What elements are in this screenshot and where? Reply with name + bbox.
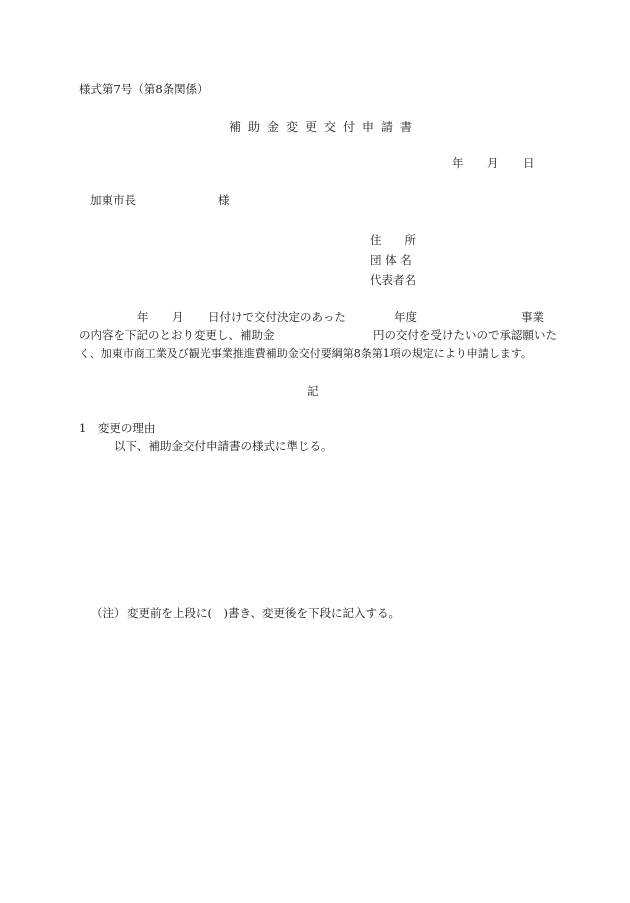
applicant-group-label: 団 体 名 <box>370 253 412 267</box>
body-project: 事業 <box>521 310 544 324</box>
body-line2-part2: 円の交付を受けたいので承認願いた <box>373 328 557 342</box>
date-day-label: 日 <box>523 156 535 170</box>
body-decision-text: 日付けで交付決定のあった <box>208 310 346 324</box>
body-month: 月 <box>172 310 184 324</box>
note-label: （注） <box>91 606 126 620</box>
applicant-address-label: 住 所 <box>370 233 416 247</box>
body-fiscal-year: 年度 <box>394 310 417 324</box>
addressee-name: 加東市長 <box>90 193 136 207</box>
document-title: 補助金変更交付申請書 <box>229 120 420 134</box>
section1-content: 以下、補助金交付申請書の様式に準じる。 <box>114 439 333 453</box>
body-line3: く、加東市商工業及び観光事業推進費補助金交付要綱第8条第1項の規定により申請します。 <box>79 347 532 360</box>
body-year: 年 <box>137 310 149 324</box>
date-month-label: 月 <box>487 156 499 170</box>
addressee-honorific: 様 <box>218 193 230 207</box>
ki-heading: 記 <box>307 384 319 398</box>
date-year-label: 年 <box>452 156 464 170</box>
body-line2-part1: の内容を下記のとおり変更し、補助金 <box>79 328 275 342</box>
applicant-representative-label: 代表者名 <box>370 273 416 287</box>
note-text: 変更前を上段に( )書き、変更後を下段に記入する。 <box>127 606 401 620</box>
section1-heading: 1 変更の理由 <box>79 421 156 435</box>
form-number: 様式第7号（第8条関係） <box>79 82 209 96</box>
